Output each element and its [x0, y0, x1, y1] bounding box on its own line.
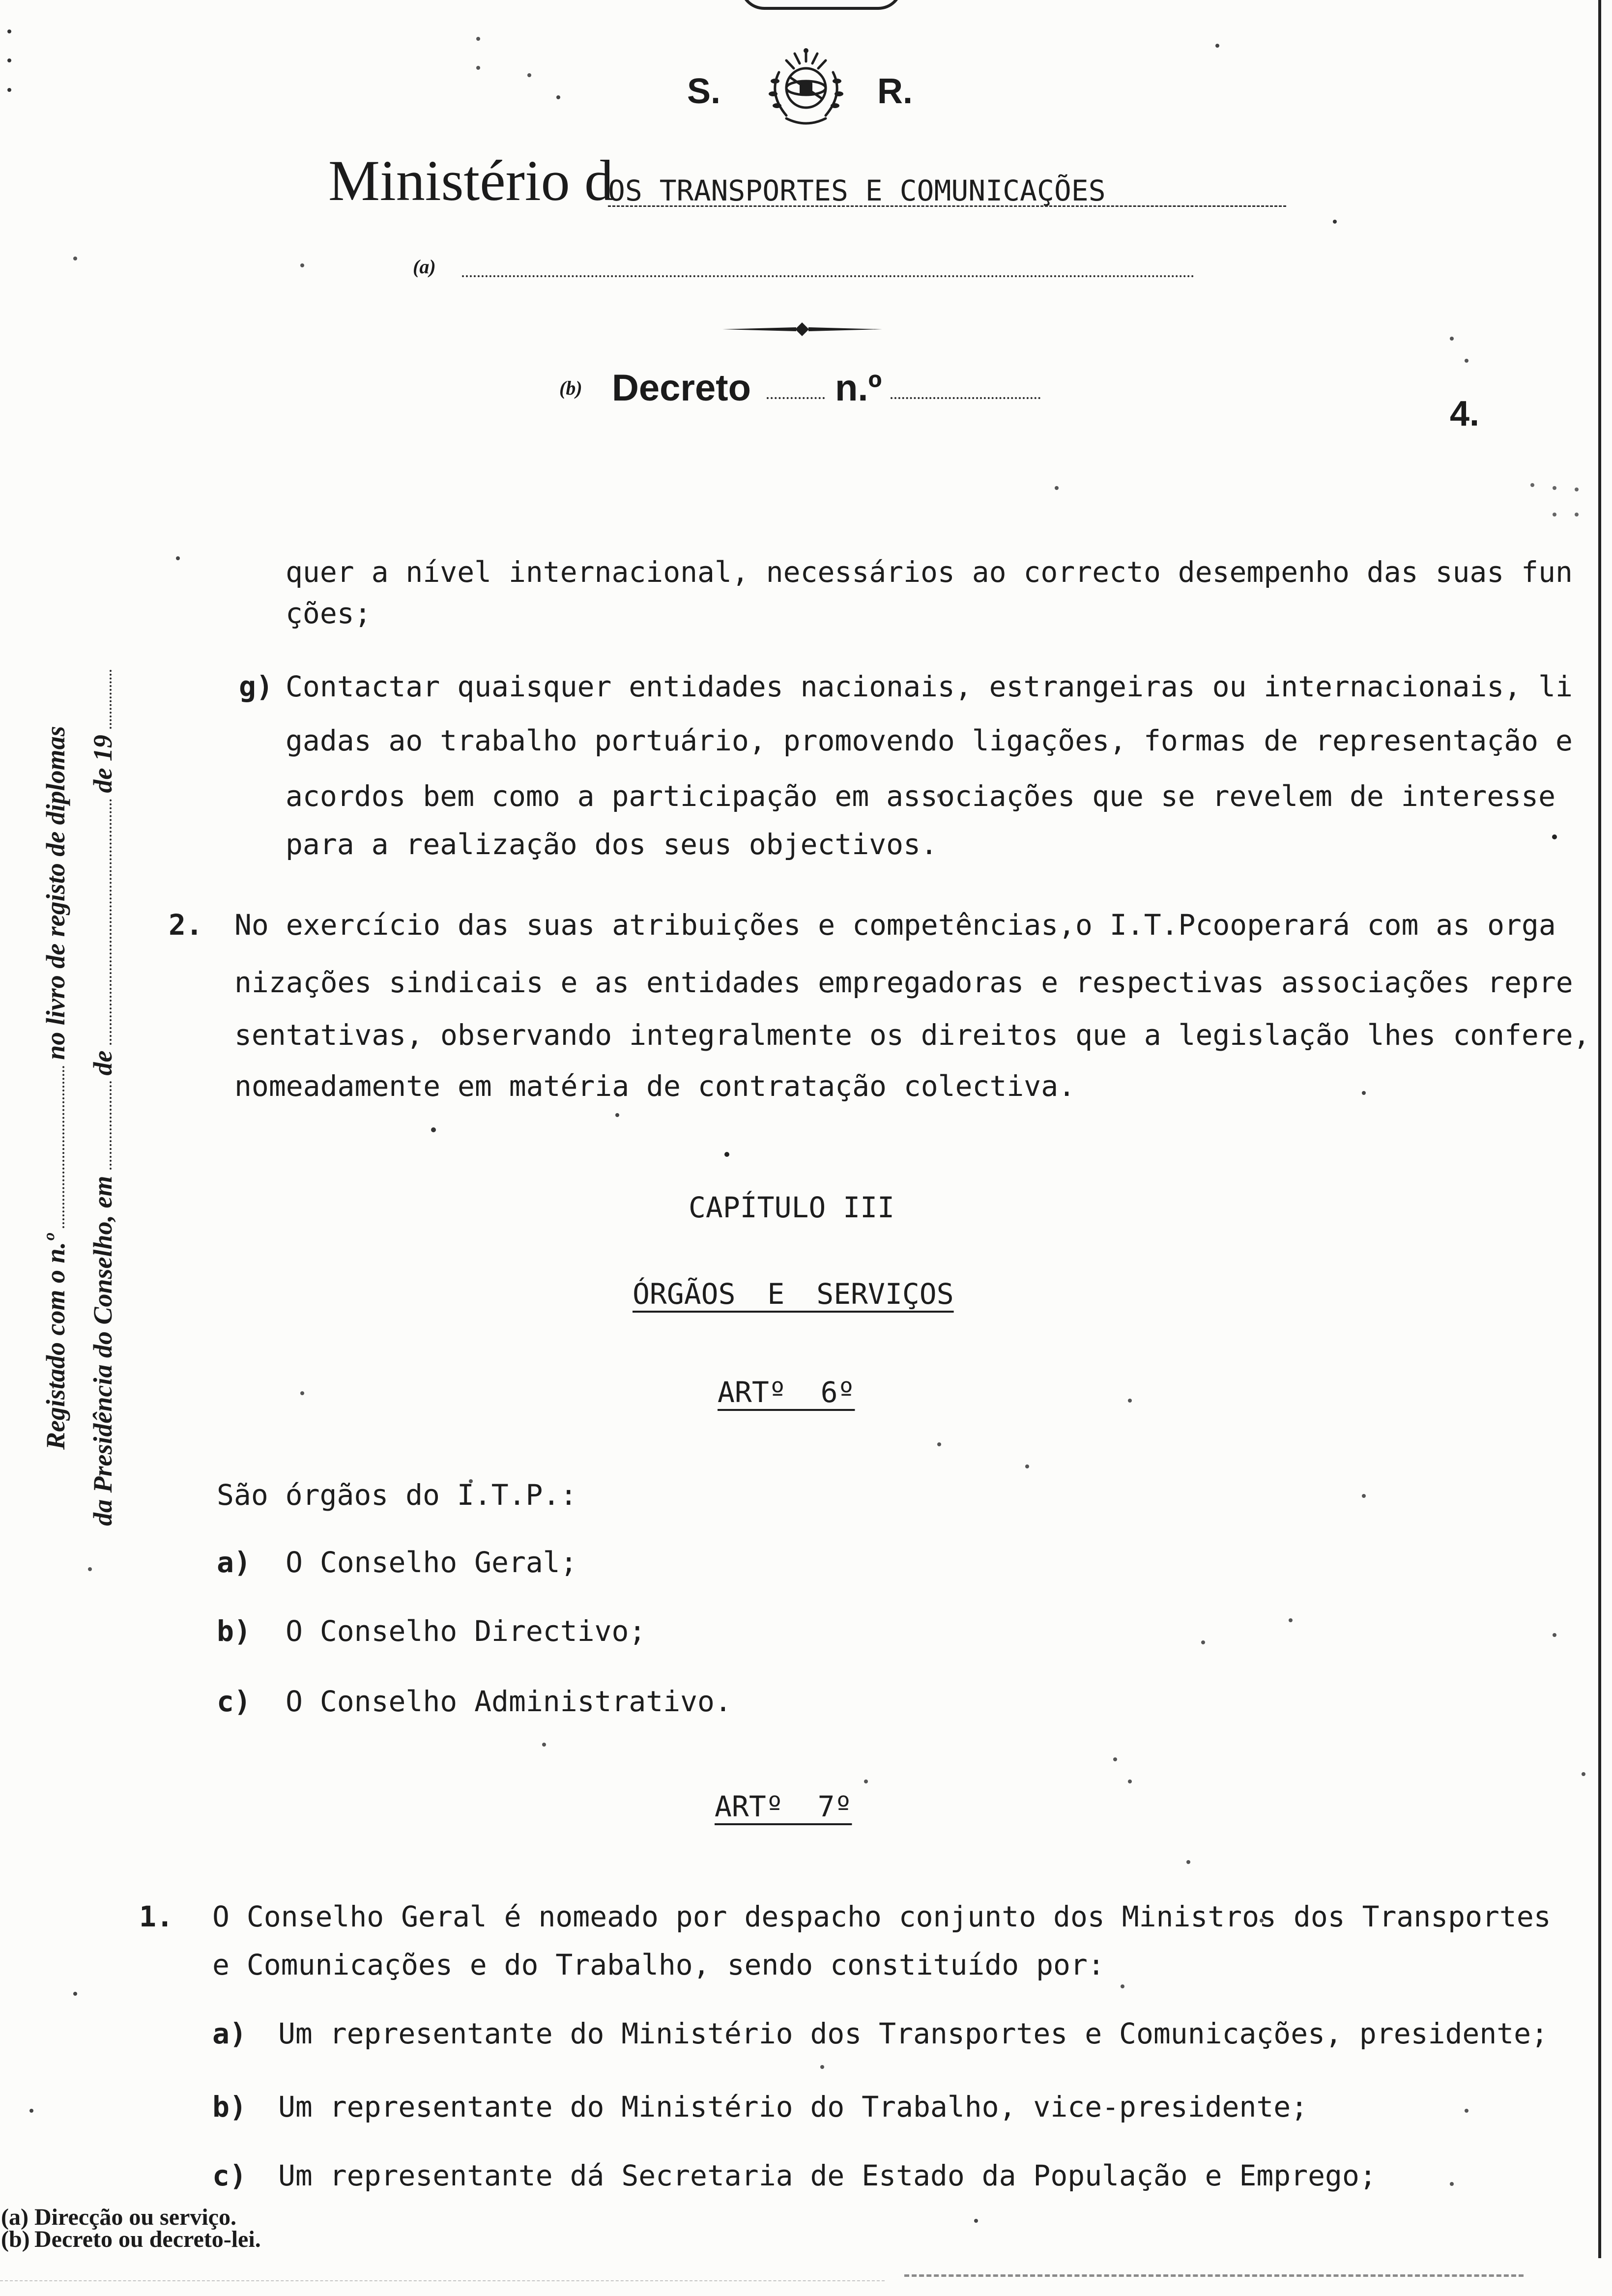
decree-label: Decreto: [612, 367, 751, 409]
margin-number-blank: [62, 1066, 64, 1228]
margin-year-blank: [110, 670, 112, 729]
margin-presidency-text: da Presidência do Conselho, em: [88, 1176, 117, 1526]
article-6-item-a-label: a): [217, 1546, 251, 1579]
margin-year-text: de 19: [88, 735, 117, 793]
article-6-item-c-label: c): [217, 1685, 251, 1718]
article-7-para-1-label: 1.: [139, 1900, 173, 1933]
ornament-divider: [722, 317, 882, 342]
bottom-scan-edge: [904, 2274, 1524, 2277]
header-letter-s: S.: [687, 72, 721, 111]
item-g-line-4: para a realização dos seus objectivos.: [286, 828, 938, 861]
article-6-title: ARTº 6º: [718, 1376, 855, 1409]
ministry-name: OS TRANSPORTES E COMUNICAÇÕES: [608, 174, 1106, 207]
footnote-b-text: Decreto ou decreto-lei.: [34, 2226, 261, 2252]
decree-number-blank: [891, 397, 1040, 399]
footnote-a-text: Direcção ou serviço.: [34, 2204, 236, 2230]
item-g-line-3: acordos bem como a participação em associações que se revelem de interesse: [286, 779, 1556, 813]
ministry-underline: [608, 205, 1286, 207]
page-number: 4.: [1450, 394, 1480, 433]
item-2-label: 2.: [169, 908, 203, 942]
article-7-item-c-label: c): [212, 2159, 247, 2192]
margin-registered-text: Registado com o n.º: [41, 1234, 70, 1450]
coat-of-arms-icon: [759, 47, 853, 130]
scan-speckles: [0, 0, 4, 4]
item-2-line-2: nizações sindicais e as entidades empregadoras e respectivas associações repre: [234, 966, 1573, 999]
bottom-scan-edge-left: [0, 2280, 885, 2281]
margin-de-text: de: [88, 1050, 117, 1076]
article-7-title: ARTº 7º: [715, 1790, 852, 1823]
margin-month-blank: [110, 799, 112, 1045]
continuation-line-1: quer a nível internacional, necessários ao correcto desempenho das suas fun: [286, 555, 1573, 589]
item-2-line-3: sentativas, observando integralmente os direitos que a legislação lhes confere,: [234, 1018, 1590, 1052]
footnote-a-label: (a): [1, 2204, 29, 2230]
ministry-prefix: Ministério d: [328, 148, 614, 213]
margin-book-text: no livro de registo de diplomas: [41, 726, 70, 1060]
decree-type-blank: [767, 397, 825, 399]
header-letter-r: R.: [877, 72, 913, 111]
article-7-item-b-text: Um representante do Ministério do Trabalho, vice-presidente;: [278, 2090, 1308, 2124]
article-6-item-b-label: b): [217, 1614, 251, 1648]
article-7-item-a-text: Um representante do Ministério dos Transportes e Comunicações, presidente;: [278, 2017, 1549, 2050]
margin-day-blank: [110, 1082, 112, 1170]
footnote-b-label: (b): [1, 2226, 30, 2252]
page-right-border: [1598, 0, 1601, 2258]
decree-b-label: (b): [559, 377, 582, 399]
continuation-line-2: ções;: [286, 597, 372, 630]
field-a-label: (a): [413, 256, 436, 278]
chapter-title: CAPÍTULO III: [689, 1191, 895, 1224]
chapter-subtitle: ÓRGÃOS E SERVIÇOS: [633, 1277, 954, 1311]
binding-arc: [740, 0, 903, 10]
item-2-line-4: nomeadamente em matéria de contratação colectiva.: [234, 1069, 1076, 1103]
margin-note-line-2: [88, 568, 117, 1526]
article-6-item-b-text: O Conselho Directivo;: [286, 1614, 646, 1648]
item-g-line-2: gadas ao trabalho portuário, promovendo ligações, formas de representação e: [286, 724, 1573, 757]
article-7-para-1-line-1: O Conselho Geral é nomeado por despacho conjunto dos Ministros dos Transportes: [212, 1900, 1551, 1933]
item-2-line-1: No exercício das suas atribuições e competências,o I.T.Pcooperará com as orga: [234, 908, 1556, 942]
article-7-item-a-label: a): [212, 2017, 247, 2050]
article-6-intro: São órgãos do I.T.P.:: [217, 1478, 577, 1512]
item-g-line-1: Contactar quaisquer entidades nacionais, estrangeiras ou internacionais, li: [286, 670, 1573, 703]
field-a-blank: [462, 275, 1194, 277]
item-g-label: g): [239, 670, 273, 703]
article-7-para-1-line-2: e Comunicações e do Trabalho, sendo constituído por:: [212, 1948, 1105, 1981]
margin-note-line-1: [41, 570, 70, 1450]
article-7-item-b-label: b): [212, 2090, 247, 2124]
decree-number-label: n.º: [835, 367, 882, 409]
article-6-item-a-text: O Conselho Geral;: [286, 1546, 577, 1579]
article-7-item-c-text: Um representante dá Secretaria de Estado da População e Emprego;: [278, 2159, 1377, 2192]
article-6-item-c-text: O Conselho Administrativo.: [286, 1685, 732, 1718]
